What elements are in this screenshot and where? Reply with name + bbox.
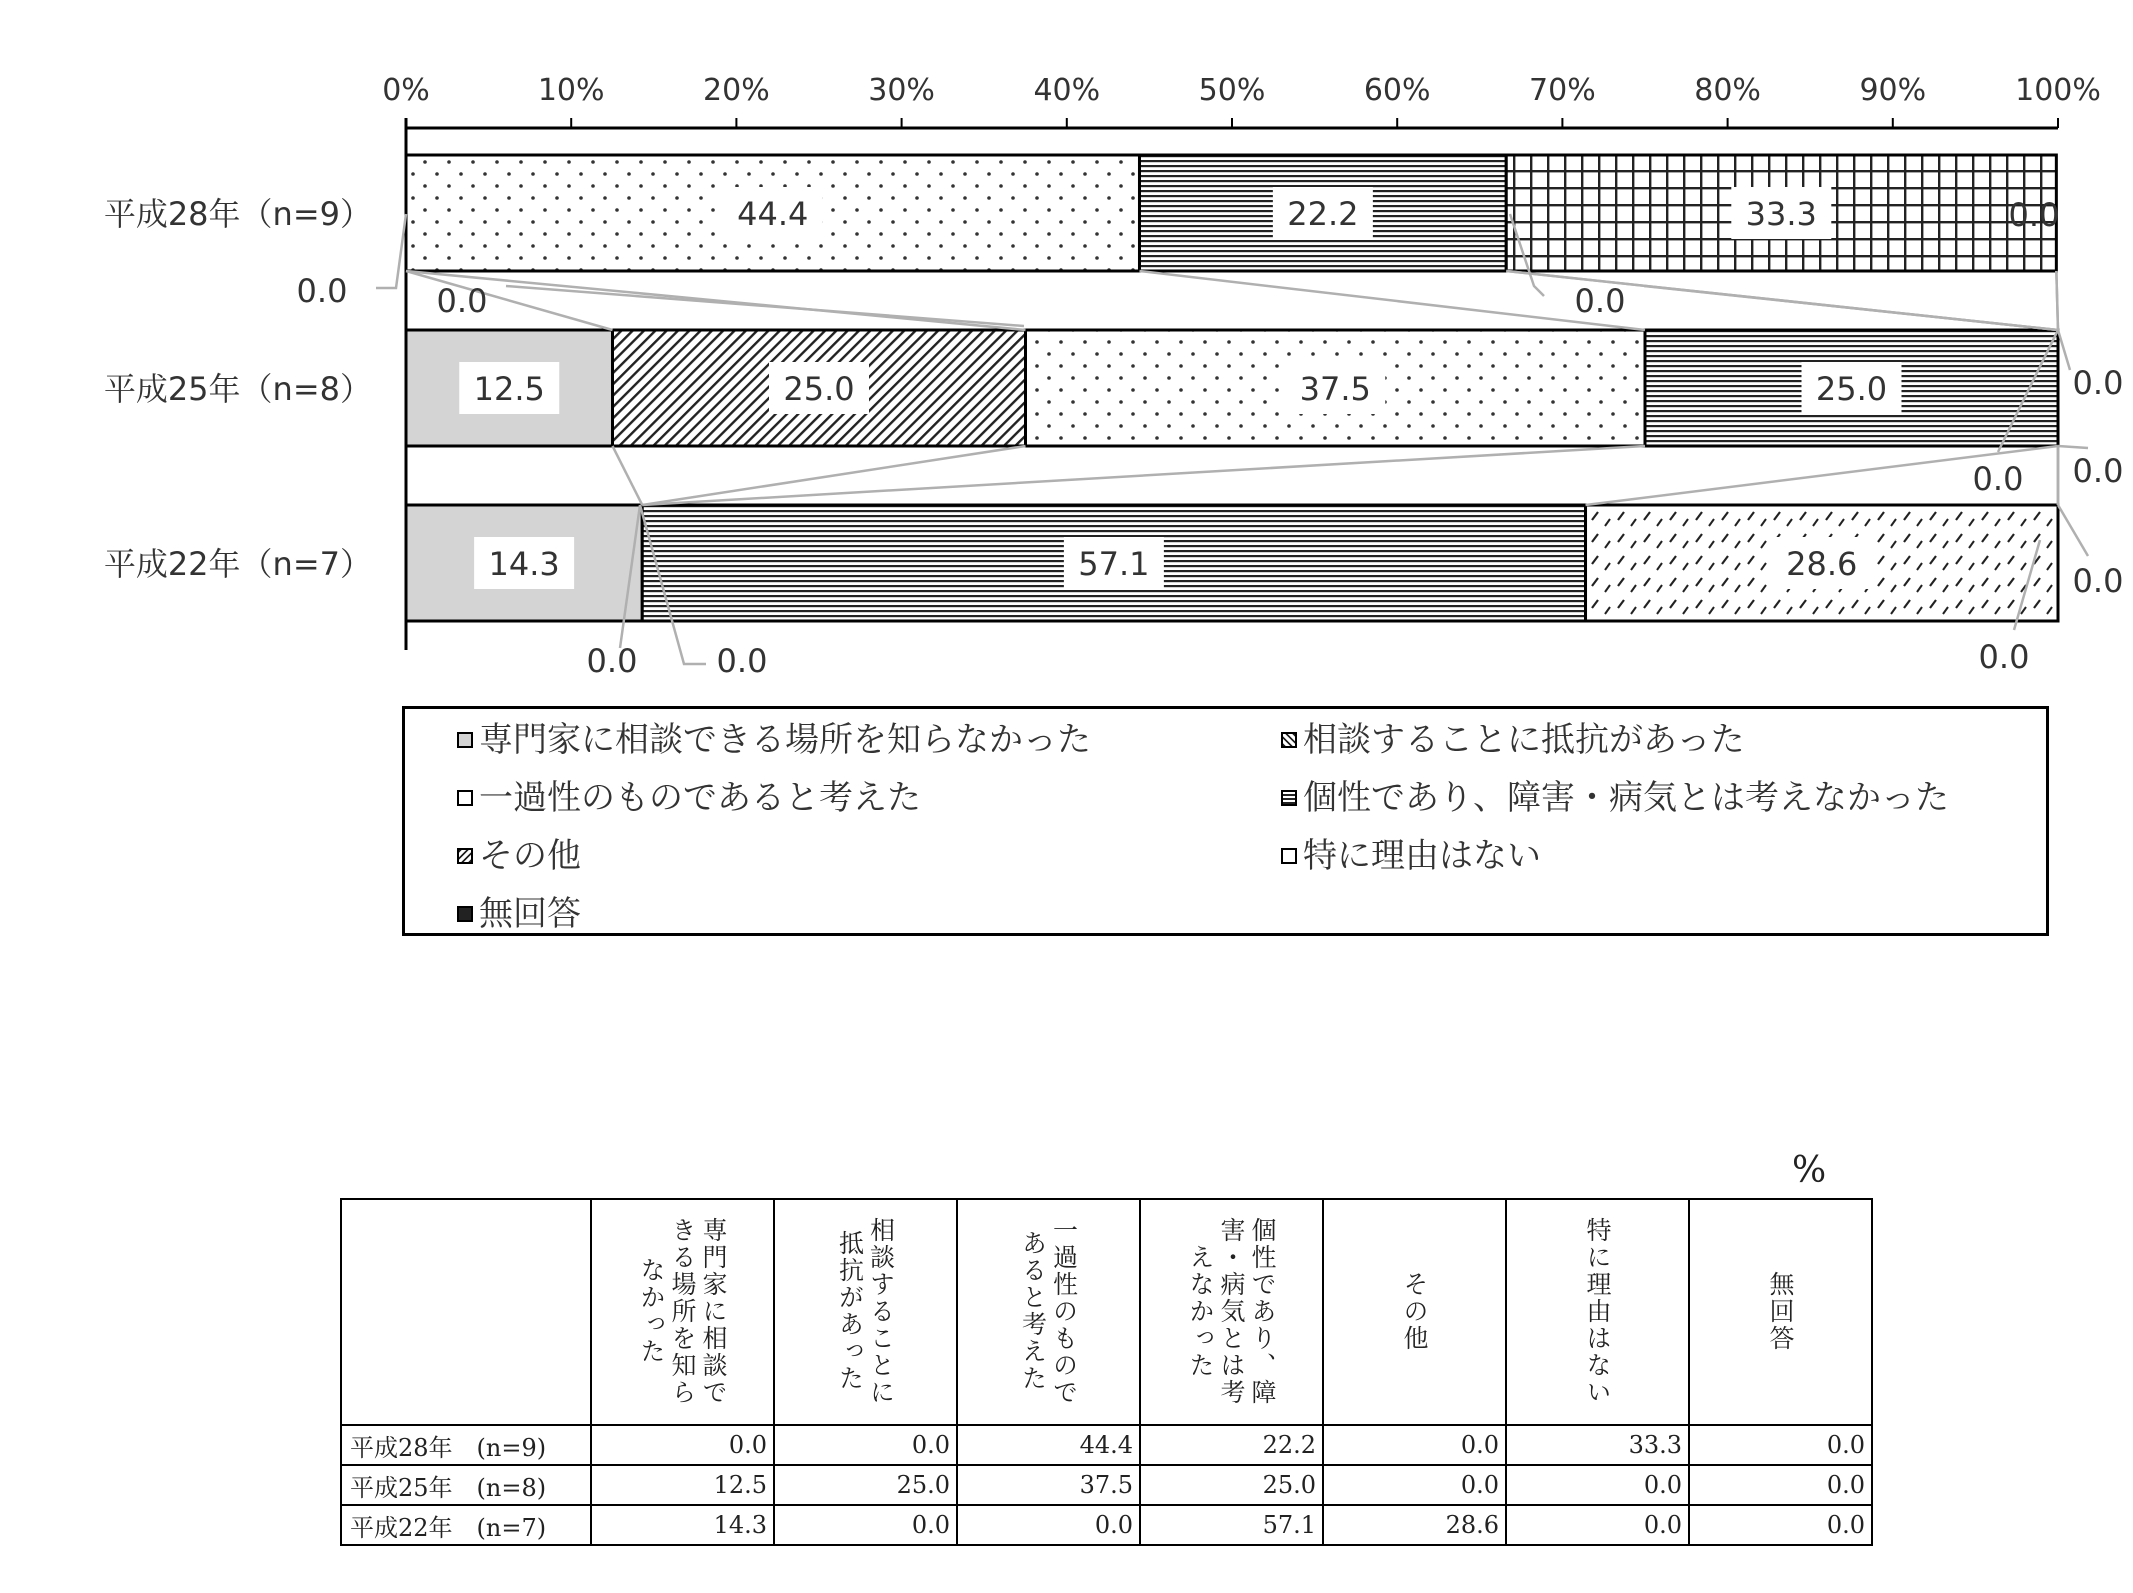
legend-label: 一過性のものであると考えた [479, 778, 921, 818]
zero-value-label: 0.0 [2072, 364, 2124, 402]
table-cell: 0.0 [1323, 1425, 1506, 1465]
data-label: 44.4 [737, 195, 809, 233]
series-connector [406, 271, 1026, 330]
x-tick-label: 50% [1198, 73, 1266, 108]
table-header-text: 専門家に相談できる場所を知らなかった [637, 1216, 728, 1406]
series-connector [642, 446, 1645, 505]
category-label: 平成28年（n=9） [103, 195, 372, 233]
table-header-text: 無回答 [1766, 1270, 1795, 1352]
legend-swatch-hlines [1281, 790, 1297, 806]
table-row-label: 平成28年 (n=9) [341, 1425, 591, 1465]
table-header [591, 1199, 774, 1425]
x-tick-label: 90% [1859, 73, 1927, 108]
table-header [1323, 1199, 1506, 1425]
data-label: 37.5 [1299, 370, 1371, 408]
table-cell: 44.4 [957, 1425, 1140, 1465]
leader-line [376, 214, 406, 288]
table-cell: 0.0 [591, 1425, 774, 1465]
legend-item-2 [457, 777, 921, 819]
table-header-text: 相談することに抵抗があった [835, 1216, 896, 1406]
table-cell: 12.5 [591, 1465, 774, 1505]
data-label: 25.0 [1815, 370, 1888, 408]
zero-value-label: 0.0 [436, 282, 488, 320]
table-cell: 25.0 [1140, 1465, 1323, 1505]
table-row-label: 平成22年 (n=7) [341, 1505, 591, 1545]
legend-item-4 [457, 835, 581, 877]
table-header [957, 1199, 1140, 1425]
category-label: 平成22年（n=7） [103, 545, 372, 583]
stacked-bar-chart [0, 0, 2133, 700]
x-tick-label: 30% [868, 73, 935, 108]
legend-swatch-dots [457, 790, 473, 806]
legend-swatch-diagonal [1281, 732, 1297, 748]
table-cell: 0.0 [1689, 1425, 1872, 1465]
category-label: 平成25年（n=8） [103, 370, 372, 408]
table-header [1506, 1199, 1689, 1425]
data-label: 25.0 [783, 370, 855, 408]
table-row [341, 1465, 1872, 1505]
legend-label: 個性であり、障害・病気とは考えなかった [1303, 778, 1949, 818]
table-cell: 28.6 [1323, 1505, 1506, 1545]
zero-value-label: 0.0 [586, 642, 638, 680]
series-connector [613, 446, 643, 505]
legend-item-5 [1281, 835, 1541, 877]
table-cell: 0.0 [957, 1505, 1140, 1545]
x-tick-label: 80% [1694, 73, 1761, 108]
legend-item-3 [1281, 777, 1949, 819]
leader-line [2058, 446, 2088, 448]
table-header [1140, 1199, 1323, 1425]
table-cell: 0.0 [1689, 1465, 1872, 1505]
table-cell: 37.5 [957, 1465, 1140, 1505]
data-label: 33.3 [1745, 195, 1817, 233]
table-cell: 0.0 [1506, 1465, 1689, 1505]
legend-swatch-dashes [457, 848, 473, 864]
legend-label: 特に理由はない [1303, 836, 1541, 876]
legend-label: 無回答 [479, 894, 581, 934]
x-tick-label: 10% [537, 73, 605, 108]
leader-line [2058, 330, 2070, 370]
table-unit: % [1792, 1150, 1827, 1191]
series-connector [2056, 271, 2058, 330]
zero-value-label: 0.0 [2072, 452, 2124, 490]
legend-item-6 [457, 893, 581, 935]
data-label: 57.1 [1078, 545, 1150, 583]
table-cell: 0.0 [1506, 1505, 1689, 1545]
x-tick-label: 60% [1363, 73, 1431, 108]
table-header [774, 1199, 957, 1425]
legend-swatch-gray [457, 732, 473, 748]
table-cell: 0.0 [1323, 1465, 1506, 1505]
legend-label: 専門家に相談できる場所を知らなかった [479, 720, 1091, 760]
table-cell: 0.0 [774, 1505, 957, 1545]
zero-value-label: 0.0 [2008, 196, 2060, 234]
table-cell: 33.3 [1506, 1425, 1689, 1465]
data-table [340, 1198, 1873, 1546]
leader-line [1644, 286, 2058, 330]
table-header-text: 特に理由はない [1583, 1216, 1612, 1406]
table-row [341, 1425, 1872, 1465]
legend-item-1 [1281, 719, 1745, 761]
table-cell: 25.0 [774, 1465, 957, 1505]
x-tick-label: 100% [2015, 73, 2101, 108]
data-label: 14.3 [488, 545, 560, 583]
x-tick-label: 40% [1033, 73, 1101, 108]
table-row-label: 平成25年 (n=8) [341, 1465, 591, 1505]
table-header-text: その他 [1400, 1270, 1429, 1352]
table-cell: 22.2 [1140, 1425, 1323, 1465]
table-cell: 14.3 [591, 1505, 774, 1545]
table-header-text: 一過性のものであると考えた [1018, 1216, 1079, 1406]
table-header-text: 個性であり、障害・病気とは考えなかった [1186, 1216, 1277, 1406]
table-row [341, 1505, 1872, 1545]
legend-swatch-grid [1281, 848, 1297, 864]
zero-value-label: 0.0 [296, 272, 348, 310]
x-tick-label: 20% [703, 73, 770, 108]
zero-value-label: 0.0 [716, 642, 768, 680]
table-header-row [341, 1199, 1872, 1425]
legend-label: その他 [479, 836, 581, 876]
series-connector [642, 446, 1025, 505]
x-tick-label: 0% [382, 73, 430, 108]
series-connector [1139, 271, 1645, 330]
table-cell: 0.0 [774, 1425, 957, 1465]
legend-swatch-dense [457, 906, 473, 922]
zero-value-label: 0.0 [1574, 282, 1626, 320]
zero-value-label: 0.0 [1978, 638, 2030, 676]
leader-line [2058, 505, 2088, 556]
legend-label: 相談することに抵抗があった [1303, 720, 1745, 760]
table-corner [341, 1199, 591, 1425]
legend-item-0 [457, 719, 1091, 761]
leader-line [506, 286, 1024, 326]
data-label: 12.5 [473, 370, 545, 408]
data-label: 28.6 [1786, 545, 1858, 583]
table-cell: 0.0 [1689, 1505, 1872, 1545]
zero-value-label: 0.0 [1972, 460, 2024, 498]
legend [402, 706, 2049, 936]
zero-value-label: 0.0 [2072, 562, 2124, 600]
table-header [1689, 1199, 1872, 1425]
table-cell: 57.1 [1140, 1505, 1323, 1545]
data-label: 22.2 [1287, 195, 1359, 233]
x-tick-label: 70% [1529, 73, 1596, 108]
